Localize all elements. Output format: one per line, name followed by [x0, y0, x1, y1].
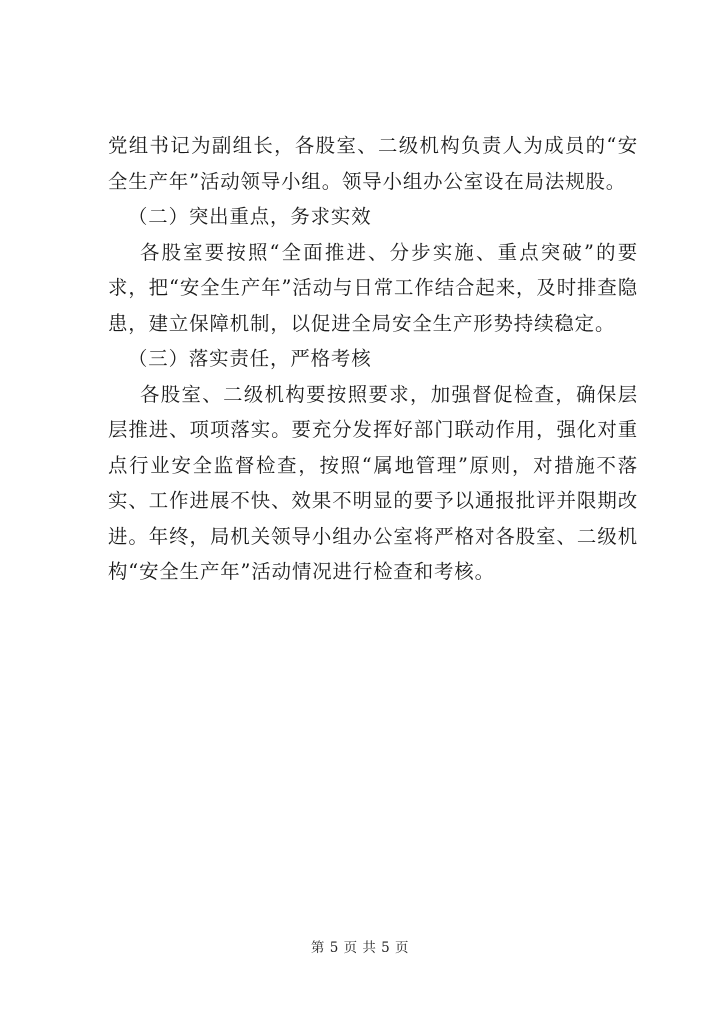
paragraph-focus: 各股室要按照“全面推进、分步实施、重点突破”的要求，把“安全生产年”活动与日常工作结合起来，及时排查隐患，建立保障机制，以促进全局安全生产形势持续稳定。 — [108, 240, 638, 335]
paragraph-responsibility: 各股室、二级机构要按照要求，加强督促检查，确保层层推进、项项落实。要充分发挥好部门联动作用，强化对重点行业安全监督检查，按照“属地管理”原则，对措施不落实、工作进展不快、效果不明显的要予以通报批评并限期改进。年终，局机关领导小组办公室将严格对各股室、二级机构“安全生产年”活动情况进行检查和考核。 — [108, 382, 638, 583]
section-heading-responsibility: （三）落实责任，严格考核 — [128, 347, 372, 370]
paragraph-leadership-group: 党组书记为副组长，各股室、二级机构负责人为成员的“安全生产年”活动领导小组。领导小组办公室设在局法规股。 — [108, 134, 638, 193]
page-footer: 第 5 页 共 5 页 — [310, 940, 410, 956]
document-body — [108, 128, 638, 590]
section-heading-focus: （二）突出重点，务求实效 — [128, 205, 372, 228]
